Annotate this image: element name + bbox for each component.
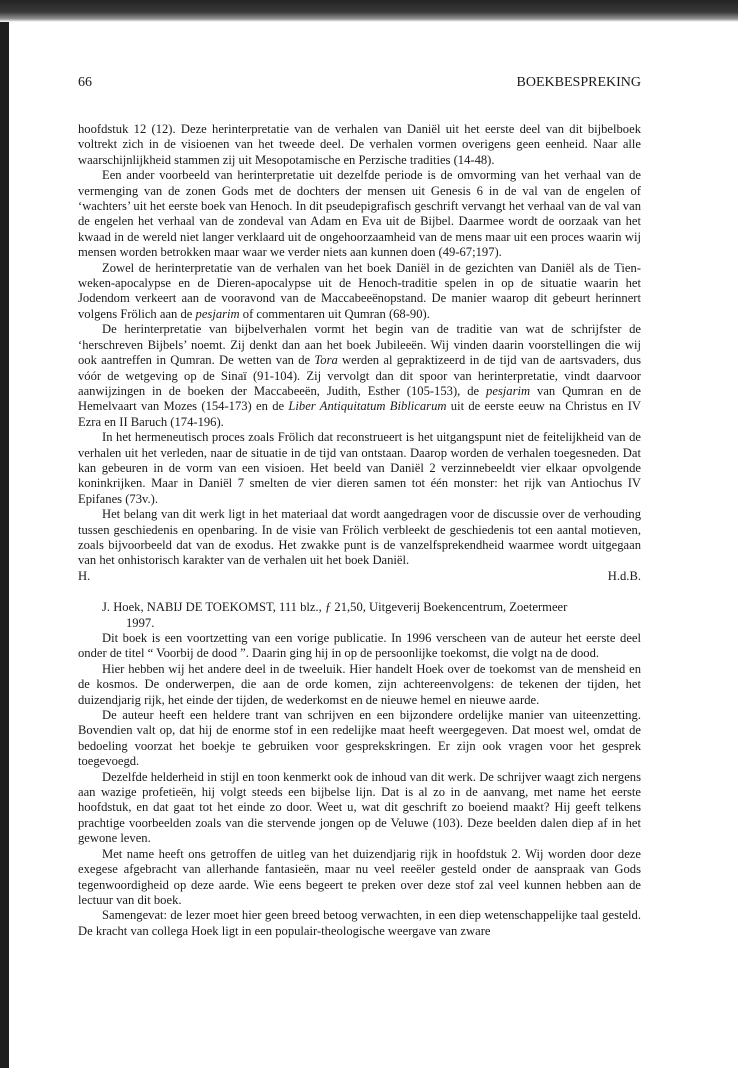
paragraph: hoofdstuk 12 (12). Deze herinterpretatie van de verhalen van Daniël uit het eerste deel van dit bijbelboek voltrekt zich in de visioenen van het tweede deel. De verhalen vormen overigens geen eenheid. Naar alle waarschijnlijkheid stammen zij uit Mesopotamische en Perzische tradities (14-48). xyxy=(78,122,641,167)
paragraph: Het belang van dit werk ligt in het materiaal dat wordt aangedragen voor de discussie over de verhouding tussen geschiedenis en openbaring. In de visie van Frölich verbleekt de geschiedenis tot een aantal motieven, zoals bijvoorbeeld dat van de exodus. Het zwakke punt is de vanzelfsprekendheid waarmee wordt uitgegaan van het onhistorisch karakter van de verhalen uit het boek Daniël. xyxy=(78,507,641,568)
signature-line xyxy=(78,569,641,584)
signature-initial: H. xyxy=(78,568,91,583)
scan-edge-left xyxy=(0,0,9,1068)
paragraph: Samengevat: de lezer moet hier geen breed betoog verwachten, in een diep wetenschappelijke taal gesteld. De kracht van collega Hoek ligt in een populair-theologische weergave van zware xyxy=(78,908,641,938)
bibliographic-entry: J. Hoek, NABIJ DE TOEKOMST, 111 blz., ƒ 21,50, Uitgeverij Boekencentrum, Zoetermeer 1997. xyxy=(102,600,568,630)
running-title: BOEKBESPREKING xyxy=(516,75,641,90)
review-hoek xyxy=(78,631,641,939)
paragraph: De herinterpretatie van bijbelverhalen vormt het begin van de traditie van wat de schrijfster de ‘herschreven Bijbels’ noemt. Zij denkt dan aan het boek Jubileeën. Wij vinden daarin voorstellingen die wij ook aantreffen in Qumran. De wetten van de Tora werden al gepraktizeerd in de tijd van de aartsvaders, dus vóór de wetgeving op de Sinaï (91-104). Zij vervolgt dan dit spoor van herinterpretatie, vindt daarvoor aanwijzingen in de boeken der Maccabeeën, Judith, Esther (105-153), de pesjarim van Qumran en de Hemelvaart van Mozes (154-173) en de Liber Antiquitatum Biblicarum uit de eerste eeuw na Christus en IV Ezra en II Baruch (174-196). xyxy=(78,322,641,429)
paragraph: Dezelfde helderheid in stijl en toon kenmerkt ook de inhoud van dit werk. De schrijver waagt zich nergens aan wazige profetieën, hij volgt steeds een bijbelse lijn. Dat is al zo in de aanvang, met name het eerste hoofdstuk, en dat gaat tot het einde zo door. Weet u, wat dit geschrift zo boeiend maakt? Hij geeft telkens prachtige voorbeelden zoals van die stervende jongen op de Veluwe (103). Deze beelden dalen diep af in het gewone leven. xyxy=(78,769,641,846)
paragraph: Met name heeft ons getroffen de uitleg van het duizendjarig rijk in hoofdstuk 2. Wij worden door deze exegese afgebracht van allerhande fantasieën, maar nu veel reeëler gesteld onder de aanspraak van Gods tegenwoordigheid op deze aarde. Wie eens begeert te preken over deze stof zal veel kunnen hebben aan de lectuur van dit boek. xyxy=(78,846,641,907)
page-header xyxy=(78,74,641,92)
document-page xyxy=(78,74,641,939)
reviewer-initials: H.d.B. xyxy=(607,568,641,583)
paragraph: Hier hebben wij het andere deel in de tweeluik. Hier handelt Hoek over de toekomst van de mensheid en de kosmos. De onderwerpen, die aan de orde komen, zijn achtereenvolgens: de tekenen der tijden, het duizendjarig rijk, het einde der tijden, de wederkomst en de nieuwe hemel en nieuwe aarde. xyxy=(78,661,641,707)
review-frolich xyxy=(78,122,641,569)
paragraph: Zowel de herinterpretatie van de verhalen van het boek Daniël in de gezichten van Daniël als de Tien-weken-apocalypse en de Dieren-apocalypse uit de Henoch-traditie spelen in op de situatie waarin het Jodendom verkeert aan de vooravond van de Maccabeeënopstand. De manier waarop dit gebeurt herinnert volgens Frölich aan de pesjarim of commentaren uit Qumran (68-90). xyxy=(78,260,641,321)
paragraph: Dit boek is een voortzetting van een vorige publicatie. In 1996 verscheen van de auteur het eerste deel onder de titel “ Voorbij de dood ”. Daarin ging hij in op de persoonlijke toekomst, die volgt na de dood. xyxy=(78,631,641,661)
scan-edge-top xyxy=(0,0,738,22)
paragraph: In het hermeneutisch proces zoals Frölich dat reconstrueert is het uitgangspunt niet de feitelijkheid van de verhalen uit het verleden, naar de situatie in de tijd van ontstaan. Daarop worden de verhalen toegesneden. Dat kan gebeuren in de vorm van een visioen. Het beeld van Daniël 2 verzinnebeeldt vier elkaar opvolgende koninkrijken. Maar in Daniël 7 smelten de vier dieren samen tot één monster: het rijk van Antiochus IV Epifanes (73v.). xyxy=(78,430,641,506)
page-number: 66 xyxy=(78,75,92,90)
paragraph: De auteur heeft een heldere trant van schrijven en een bijzondere ordelijke manier van uiteenzetting. Bovendien valt op, dat hij de enorme stof in een redelijke maat heeft weergegeven. Dat moest wel, omdat de bedoeling voorzat het boekje te gebruiken voor gesprekskringen. Er zijn ook vragen voor het gesprek toegevoegd. xyxy=(78,708,641,769)
paragraph: Een ander voorbeeld van herinterpretatie uit dezelfde periode is de omvorming van het verhaal van de vermenging van de zonen Gods met de dochters der mensen uit Genesis 6 in de val van de engelen of ‘wachters’ uit het eerste boek van Henoch. In dit pseudepigrafisch geschrift vervangt het verhaal van de val van de engelen het verhaal van de zondeval van Adam en Eva uit de Bijbel. Daarmee wordt de oorzaak van het kwaad in de wereld niet langer verklaard uit de ongehoorzaamheid van de mens maar uit een proces waarin wij mensen worden betrokken maar waar we verder niets aan kunnen doen (49-67;197). xyxy=(78,168,641,260)
